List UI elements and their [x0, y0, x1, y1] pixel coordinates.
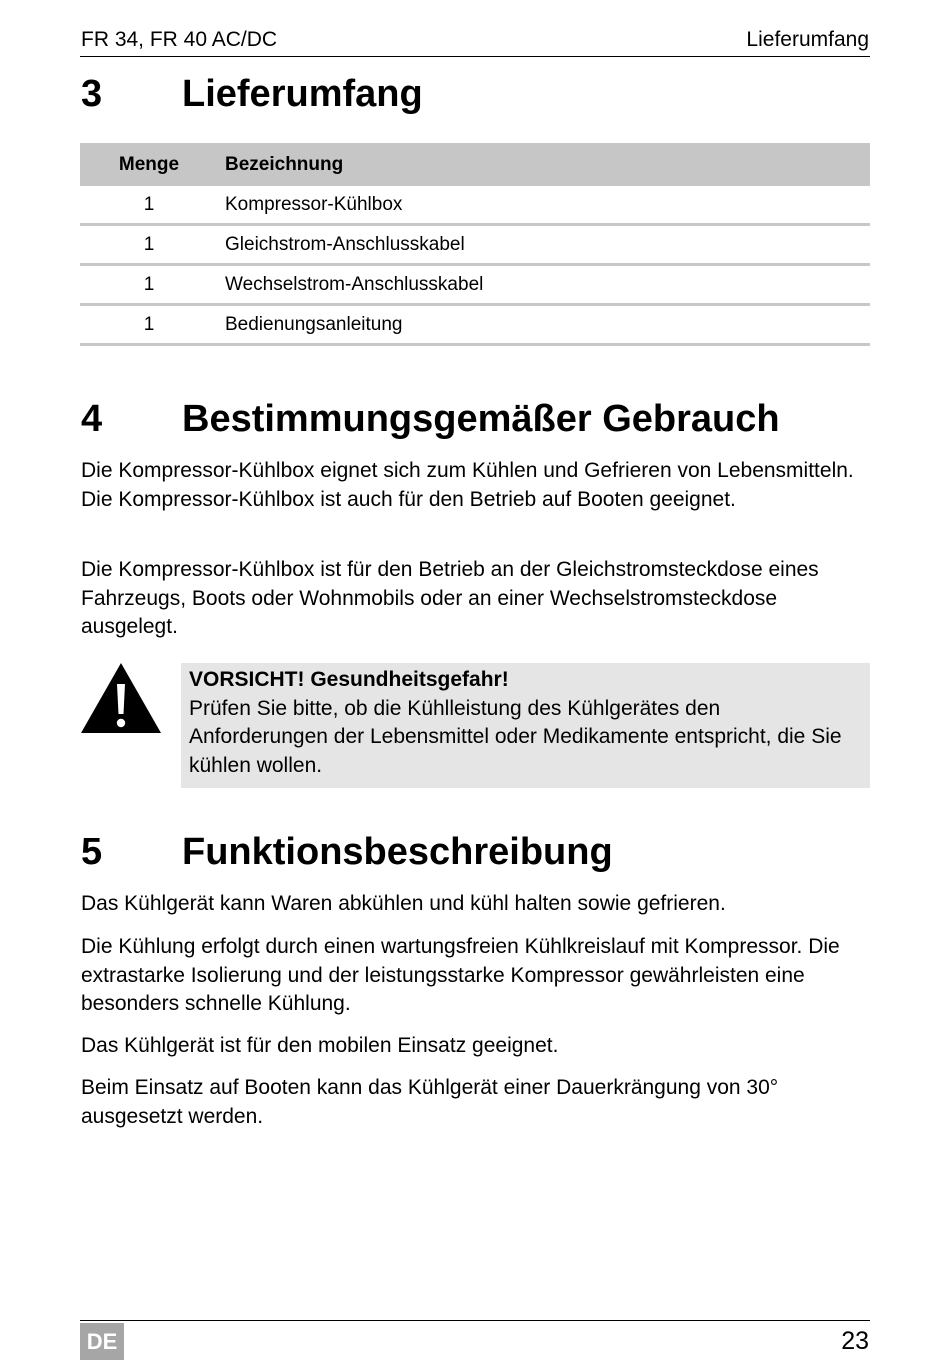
section-5-paragraph: Das Kühlgerät ist für den mobilen Einsatz geeignet.: [81, 1034, 559, 1057]
section-5-paragraph: Die Kühlung erfolgt durch einen wartungsfreien Kühlkreislauf mit Kompressor. Die extrastarke Isolierung und der leistungsstarke Kompressor gewährleisten eine besonders schnelle Kühlung.: [81, 935, 840, 1016]
table-cell-name: Gleichstrom-Anschlusskabel: [225, 233, 465, 255]
table-header: [80, 143, 870, 186]
header-model: FR 34, FR 40 AC/DC: [81, 28, 278, 51]
table-cell-quantity: 1: [143, 233, 155, 255]
table-row: [80, 226, 870, 266]
section-3-title: Lieferumfang: [182, 73, 423, 115]
warning-box: [181, 663, 870, 788]
table-cell-name: Bedienungsanleitung: [225, 313, 403, 335]
table-row: [80, 266, 870, 306]
section-3-number: 3: [81, 73, 103, 115]
table-cell-quantity: 1: [143, 313, 155, 335]
delivery-table: [80, 143, 870, 346]
page-number: 23: [841, 1327, 869, 1355]
section-5-title: Funktionsbeschreibung: [182, 831, 613, 873]
warning-triangle-icon: [80, 662, 162, 734]
table-cell-quantity: 1: [143, 193, 155, 215]
table-cell-quantity: 1: [143, 273, 155, 295]
table-cell-name: Wechselstrom-Anschlusskabel: [225, 273, 484, 295]
table-row: [80, 186, 870, 226]
section-4-paragraph: Die Kompressor-Kühlbox ist für den Betrieb an der Gleichstromsteckdose eines Fahrzeugs, Boots oder Wohnmobils oder an einer Wechselstromsteckdose ausgelegt.: [81, 558, 819, 639]
section-5-paragraph: Das Kühlgerät kann Waren abkühlen und kühl halten sowie gefrieren.: [81, 892, 726, 915]
table-header-quantity: Menge: [118, 153, 180, 175]
header-rule: [80, 56, 870, 57]
section-4-title: Bestimmungsgemäßer Gebrauch: [182, 398, 780, 440]
section-4-number: 4: [81, 398, 103, 440]
section-4-paragraph: Die Kompressor-Kühlbox eignet sich zum Kühlen und Gefrieren von Lebensmitteln. Die Kompressor-Kühlbox ist auch für den Betrieb auf Booten geeignet.: [81, 459, 854, 511]
footer-rule: [80, 1320, 870, 1321]
header-section: Lieferumfang: [746, 28, 869, 51]
section-5-paragraph: Beim Einsatz auf Booten kann das Kühlgerät einer Dauerkrängung von 30° ausgesetzt werden.: [81, 1076, 779, 1128]
warning-text: Prüfen Sie bitte, ob die Kühlleistung des Kühlgerätes den Anforderungen der Lebensmittel oder Medikamente entspricht, die Sie kühlen wollen.: [189, 696, 842, 777]
table-cell-name: Kompressor-Kühlbox: [225, 193, 403, 215]
table-header-name: Bezeichnung: [225, 153, 344, 175]
section-5-number: 5: [81, 831, 103, 873]
warning-title: VORSICHT! Gesundheitsgefahr!: [189, 668, 509, 691]
language-badge: DE: [80, 1323, 124, 1360]
table-row: [80, 306, 870, 346]
